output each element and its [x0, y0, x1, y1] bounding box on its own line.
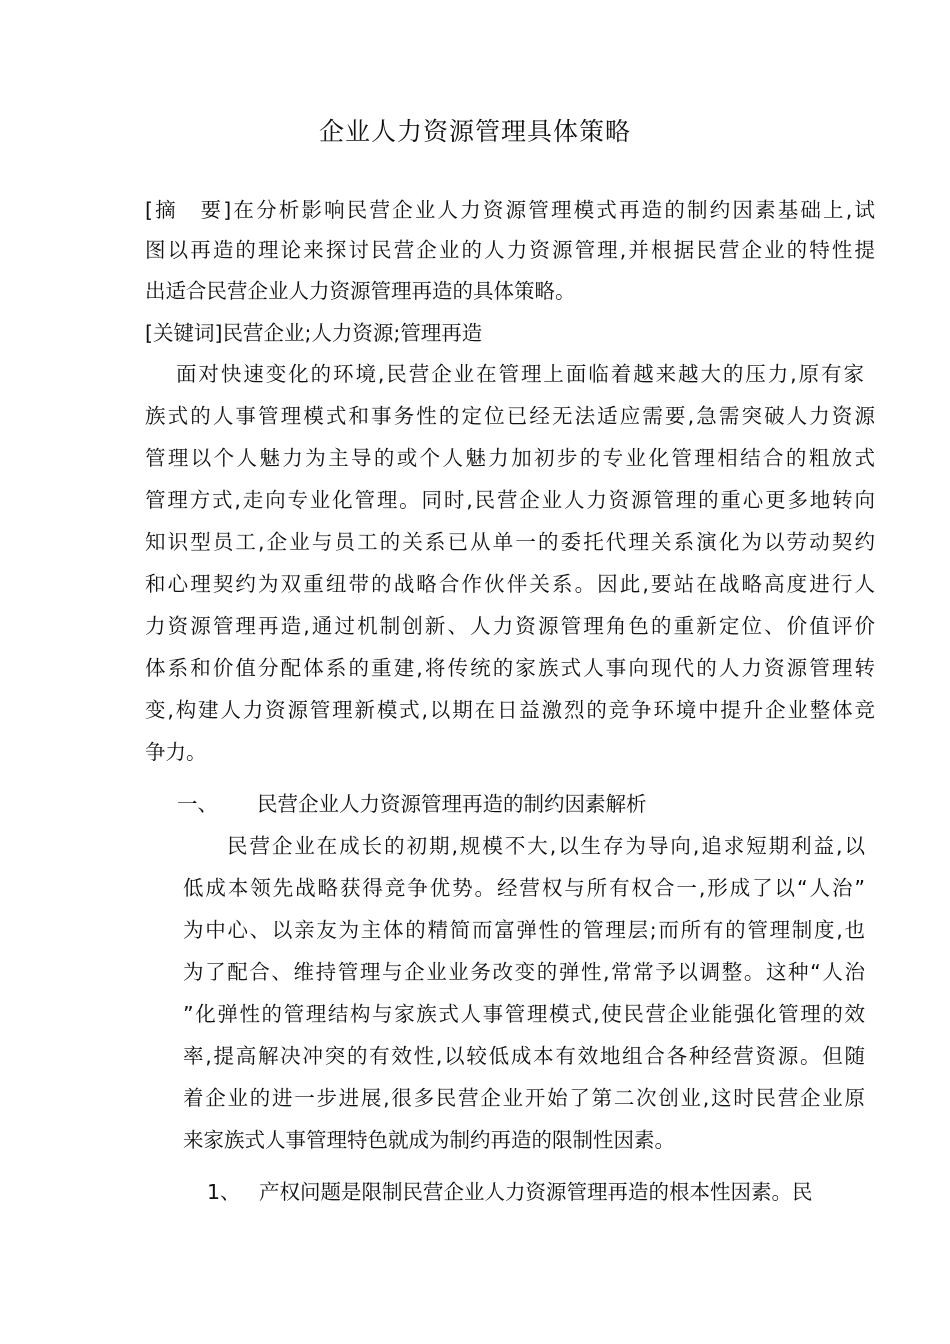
section-line: 着企业的进一步进展,很多民营企业开始了第二次创业,这时民营企业原	[183, 1086, 865, 1110]
section-line: 率,提高解决冲突的有效性,以较低成本有效地组合各种经营资源。但随	[183, 1044, 865, 1068]
section-line: 为了配合、维持管理与企业业务改变的弹性,常常予以调整。这种“人治	[183, 960, 865, 984]
section-heading	[177, 784, 647, 824]
list-item-number: 1、	[207, 1180, 241, 1204]
section-line: ”化弹性的管理结构与家族式人事管理模式,使民营企业能强化管理的效	[183, 1002, 865, 1026]
intro-line: 体系和价值分配体系的重建,将传统的家族式人事向现代的人力资源管理转	[145, 656, 875, 680]
intro-line: 变,构建人力资源管理新模式,以期在日益激烈的竞争环境中提升企业整体竞	[145, 698, 875, 722]
intro-line: 面对快速变化的环境,民营企业在管理上面临着越来越大的压力,原有家	[176, 362, 864, 386]
abstract-line: 图以再造的理论来探讨民营企业的人力资源管理,并根据民营企业的特性提	[145, 238, 875, 262]
section-title: 民营企业人力资源管理再造的制约因素解析	[257, 792, 647, 816]
intro-line: 族式的人事管理模式和事务性的定位已经无法适应需要,急需突破人力资源	[145, 404, 875, 428]
page-title: 企业人力资源管理具体策略	[318, 117, 631, 146]
section-line: 民营企业在成长的初期,规模不大,以生存为导向,追求短期利益,以	[227, 834, 865, 858]
intro-line: 力资源管理再造,通过机制创新、人力资源管理角色的重新定位、价值评价	[145, 614, 875, 638]
intro-line: 和心理契约为双重纽带的战略合作伙伴关系。因此,要站在战略高度进行人	[145, 572, 875, 596]
intro-line: 知识型员工,企业与员工的关系已从单一的委托代理关系演化为以劳动契约	[145, 530, 875, 554]
abstract-line: [摘 要]在分析影响民营企业人力资源管理模式再造的制约因素基础上,试	[145, 198, 875, 222]
intro-line: 争力。	[145, 740, 207, 764]
list-item	[207, 1172, 813, 1212]
intro-line: 管理方式,走向专业化管理。同时,民营企业人力资源管理的重心更多地转向	[145, 488, 875, 512]
section-line: 来家族式人事管理特色就成为制约再造的限制性因素。	[183, 1128, 675, 1152]
intro-line: 管理以个人魅力为主导的或个人魅力加初步的专业化管理相结合的粗放式	[145, 446, 875, 470]
list-item-text: 产权问题是限制民营企业人力资源管理再造的根本性因素。民	[259, 1180, 813, 1204]
section-number: 一、	[177, 792, 218, 816]
keywords-line: [关键词]民营企业;人力资源;管理再造	[145, 321, 483, 345]
abstract-line: 出适合民营企业人力资源管理再造的具体策略。	[145, 279, 576, 303]
section-line: 低成本领先战略获得竞争优势。经营权与所有权合一,形成了以“人治”	[183, 876, 865, 900]
section-line: 为中心、以亲友为主体的精简而富弹性的管理层;而所有的管理制度,也	[183, 918, 865, 942]
